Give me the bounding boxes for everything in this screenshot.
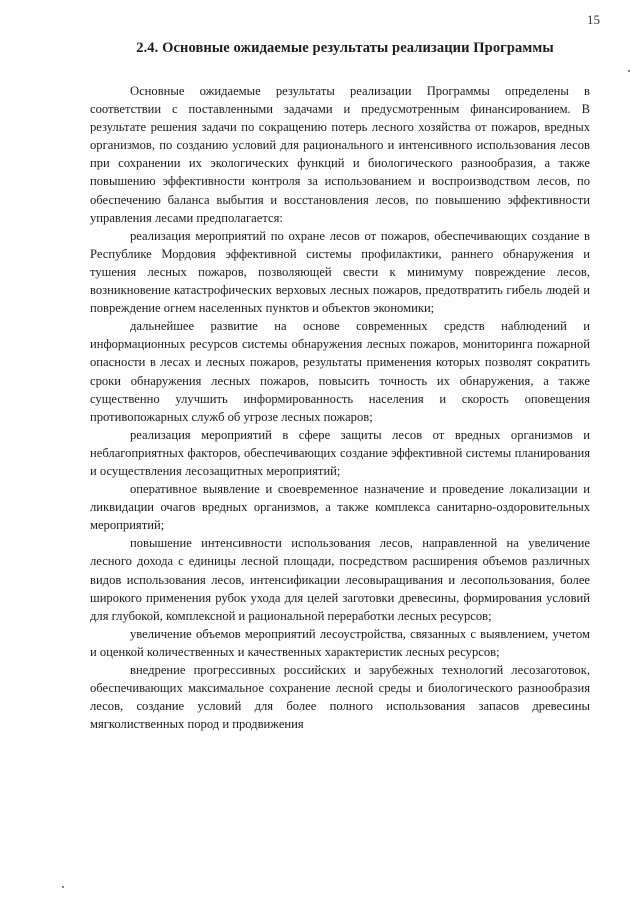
list-paragraph: оперативное выявление и своевременное назначение и проведение локализации и ликвидации очагов вредных организмов, а также комплекса санитарно-оздоровительных мероприятий; bbox=[90, 482, 590, 533]
scan-speck bbox=[62, 886, 64, 888]
list-paragraph: реализация мероприятий в сфере защиты лесов от вредных организмов и неблагоприятных факторов, обеспечивающих создание эффективной системы планирования и осуществления лесозащитных мероприятий; bbox=[90, 427, 590, 478]
intro-paragraph: Основные ожидаемые результаты реализации Программы определены в соответствии с поставленными задачами и предусмотренным финансированием. В результате решения задачи по сокращению потерь лесного хозяйства от пожаров, вредных организмов, по созданию условий для рационального и интенсивного использования лесов при сохранении их экологических функций и биологического разнообразия, а также повышению эффективности контроля за использованием и воспроизводством лесов, по обеспечению баланса выбытия и восстановления лесов, по повышению эффективности управления лесами предполагается: bbox=[90, 84, 590, 225]
list-paragraph: дальнейшее развитие на основе современных средств наблюдений и информационных ресурсов системы обнаружения лесных пожаров, мониторинга пожарной опасности в лесах и лесных пожаров, результаты применения которых позволят сократить сроки обнаружения лесных пожаров, повысить точность их обнаружения, а также существенно улучшить информированность населения и скорость оповещения противопожарных служб об угрозе лесных пожаров; bbox=[90, 319, 590, 424]
list-paragraph: увеличение объемов мероприятий лесоустройства, связанных с выявлением, учетом и оценкой количественных и качественных характеристик лесных ресурсов; bbox=[90, 626, 590, 659]
scan-speck bbox=[628, 70, 630, 72]
list-paragraph: внедрение прогрессивных российских и зарубежных технологий лесозаготовок, обеспечивающих максимальное сохранение лесной среды и биологического разнообразия лесов, создание условий для более полного использования запасов древесины мягколиственных пород и продвижения bbox=[90, 663, 590, 732]
list-paragraph: реализация мероприятий по охране лесов от пожаров, обеспечивающих создание в Республике Мордовия эффективной системы профилактики, раннего обнаружения и тушения лесных пожаров, позволяющей свести к минимуму повреждение лесов, возникновение катастрофических верховых лесных пожаров, предотвратить гибель людей и повреждение огнем населенных пунктов и объектов экономики; bbox=[90, 228, 590, 316]
body-text bbox=[90, 82, 590, 733]
page-number: 15 bbox=[587, 12, 600, 27]
list-paragraph: повышение интенсивности использования лесов, направленной на увеличение лесного дохода с единицы лесной площади, посредством расширения объемов различных видов использования лесов, интенсификации лесовыращивания и лесопользования, более широкого применения рубок ухода для целей заготовки древесины, формирования условий для глубокой, комплексной и рациональной переработки лесных ресурсов; bbox=[90, 536, 590, 623]
section-heading: 2.4. Основные ожидаемые результаты реализации Программы bbox=[136, 40, 554, 56]
